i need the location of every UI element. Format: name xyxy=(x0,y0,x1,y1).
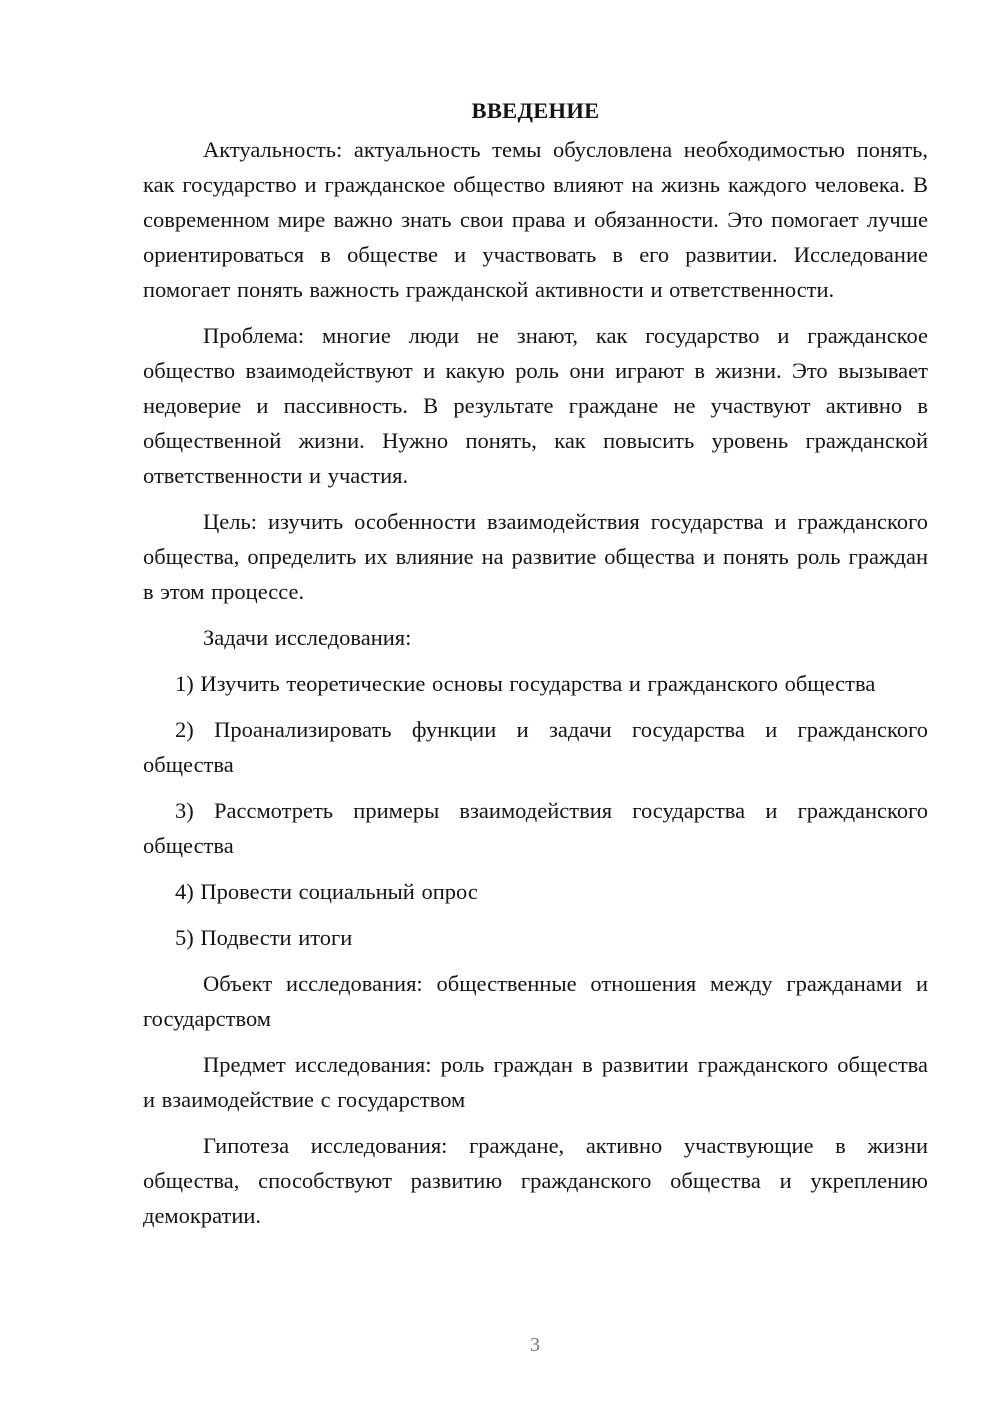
list-item-number: 5) xyxy=(175,925,194,950)
list-item xyxy=(143,666,928,701)
list-item-text: Провести социальный опрос xyxy=(200,879,478,904)
list-item-number: 4) xyxy=(175,879,194,904)
page-content xyxy=(143,93,928,1233)
list-item-text: Рассмотреть примеры взаимодействия государства и гражданского общества xyxy=(143,798,929,858)
list-item-number: 1) xyxy=(175,671,194,696)
section-title: ВВЕДЕНИЕ xyxy=(471,98,600,123)
subject-paragraph: Предмет исследования: роль граждан в развитии гражданского общества и взаимодействие с государством xyxy=(143,1052,928,1112)
relevance-paragraph: Актуальность: актуальность темы обусловлена необходимостью понять, как государство и гражданское общество влияют на жизнь каждого человека. В современном мире важно знать свои права и обязанности. Это помогает лучше ориентироваться в обществе и участвовать в его развитии. Исследование помогает понять важность гражданской активности и ответственности. xyxy=(143,137,928,302)
page-number: 3 xyxy=(530,1334,540,1356)
object-paragraph: Объект исследования: общественные отношения между гражданами и государством xyxy=(143,971,928,1031)
tasks-heading: Задачи исследования: xyxy=(203,625,412,650)
goal-paragraph: Цель: изучить особенности взаимодействия государства и гражданского общества, определить их влияние на развитие общества и понять роль граждан в этом процессе. xyxy=(143,509,928,604)
list-item xyxy=(143,920,928,955)
list-item-text: Изучить теоретические основы государства и гражданского общества xyxy=(200,671,876,696)
problem-paragraph: Проблема: многие люди не знают, как государство и гражданское общество взаимодействуют и какую роль они играют в жизни. Это вызывает недоверие и пассивность. В результате граждане не участвуют активно в общественной жизни. Нужно понять, как повысить уровень гражданской ответственности и участия. xyxy=(143,323,928,488)
list-item xyxy=(143,793,928,863)
list-item-text: Подвести итоги xyxy=(200,925,353,950)
list-item-text: Проанализировать функции и задачи государства и гражданского общества xyxy=(143,717,928,777)
list-item xyxy=(143,874,928,909)
list-item-number: 2) xyxy=(175,717,194,742)
hypothesis-paragraph: Гипотеза исследования: граждане, активно участвующие в жизни общества, способствуют развитию гражданского общества и укреплению демократии. xyxy=(143,1133,928,1228)
list-item-number: 3) xyxy=(175,798,194,823)
list-item xyxy=(143,712,928,782)
